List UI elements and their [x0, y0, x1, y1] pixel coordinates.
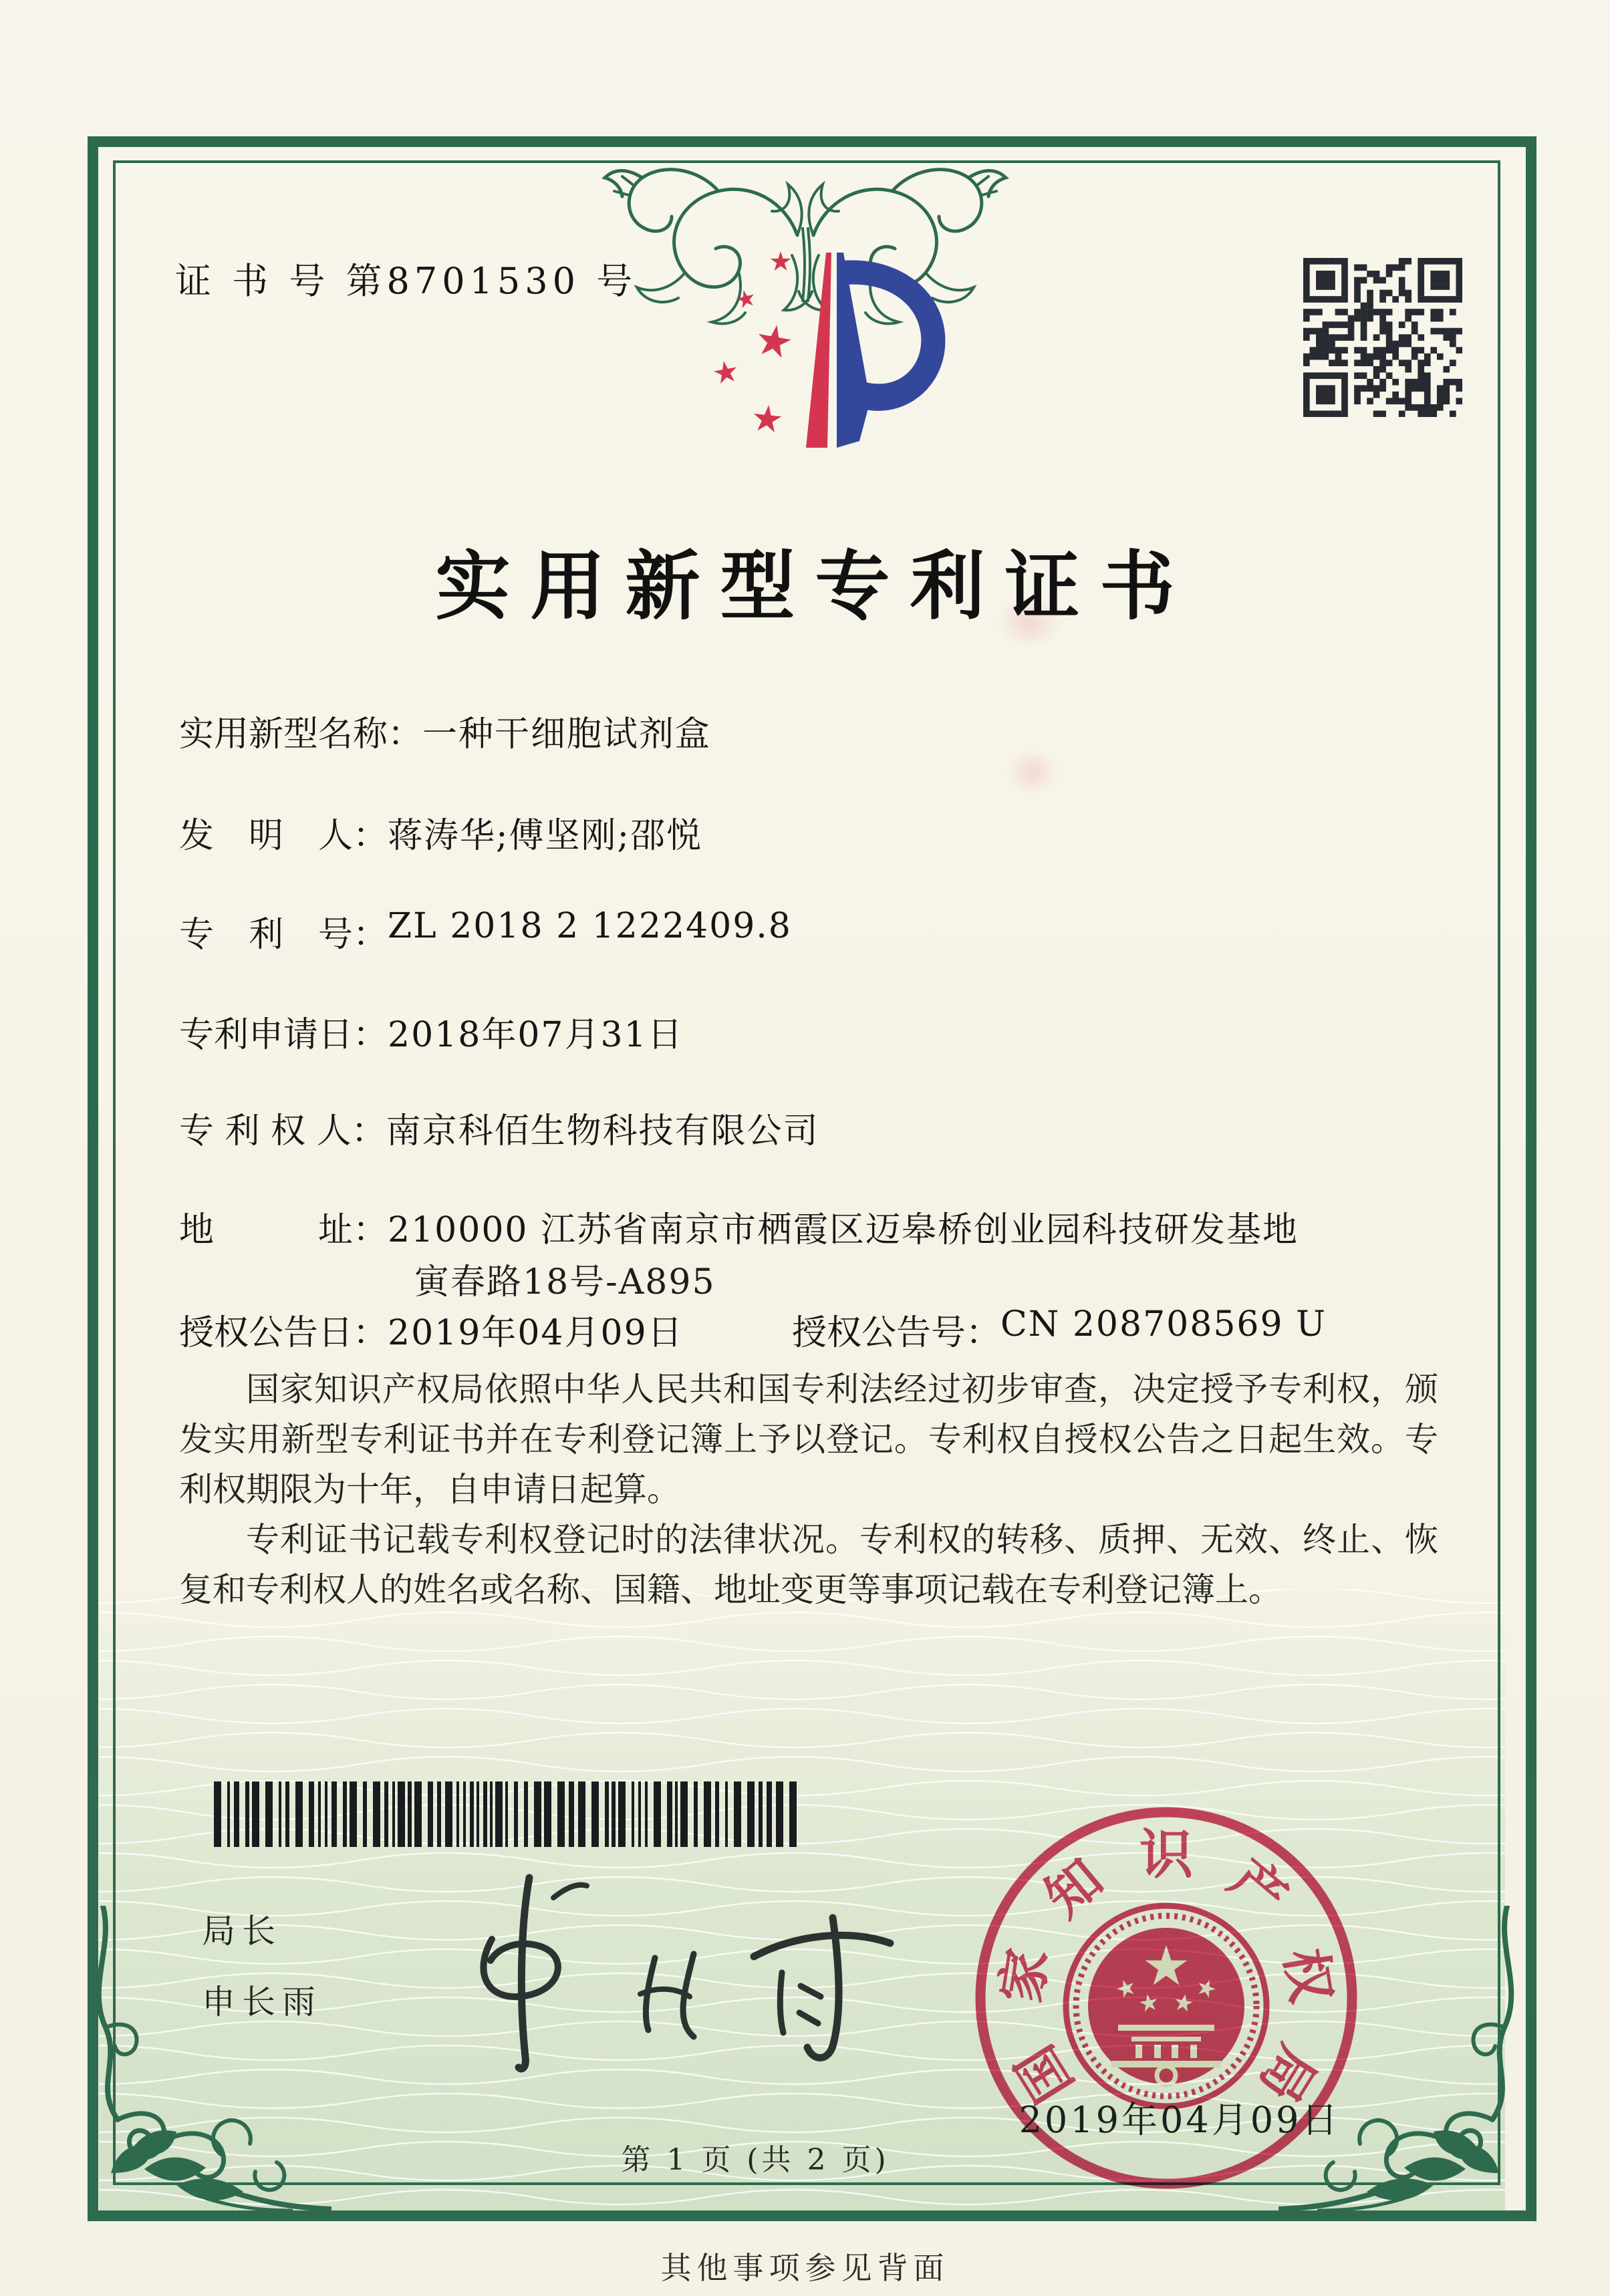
- field-row-filing-date: [179, 1006, 1456, 1056]
- field-value: ZL 2018 2 1222409.8: [388, 906, 792, 946]
- national-emblem-icon: [1066, 1906, 1266, 2106]
- field-value: 2019年04月09日: [388, 1313, 684, 1353]
- director-title: 局长: [202, 1912, 282, 1951]
- seal-character: 产: [1218, 1846, 1300, 1930]
- field-value: CN 208708569 U: [1000, 1304, 1327, 1344]
- barcode: [214, 1781, 809, 1847]
- page-indicator: 第 1 页 (共 2 页): [621, 2143, 890, 2177]
- certificate-title: 实用新型专利证书: [435, 543, 1195, 630]
- field-label: 专利申请日：: [179, 1015, 388, 1055]
- field-value: 2018年07月31日: [388, 1015, 684, 1055]
- seal-character: 国: [1003, 2035, 1085, 2114]
- field-row-inventor: [179, 807, 1456, 857]
- field-label: 授权公告号：: [792, 1313, 1001, 1353]
- body-paragraph: 国家知识产权局依照中华人民共和国专利法经过初步审查，决定授予专利权，颁发实用新型专利证书并在专利登记簿上予以登记。专利权自授权公告之日起生效。专利权期限为十年，自申请日起算。: [179, 1370, 1438, 1509]
- legal-body-text: [179, 1365, 1438, 1615]
- seal-date: 2019年04月09日: [1019, 2099, 1341, 2141]
- grant-date-pair: [179, 1304, 684, 1354]
- field-label: 发 明 人：: [179, 816, 388, 856]
- scan-smudge: [1002, 755, 1063, 788]
- seal-character: 知: [1033, 1846, 1115, 1930]
- seal-character: 权: [1272, 1944, 1344, 2007]
- field-label: 专 利 权 人：: [179, 1111, 386, 1151]
- director-name: 申长雨: [202, 1983, 322, 2021]
- certificate-number: 证 书 号 第8701530 号: [175, 260, 638, 302]
- body-paragraph: 专利证书记载专利权登记时的法律状况。专利权的转移、质押、无效、终止、恢复和专利权人的姓名或名称、国籍、地址变更等事项记载在专利登记簿上。: [179, 1520, 1438, 1609]
- director-signature-icon: [428, 1858, 916, 2085]
- cnipa-logo-icon: [668, 241, 962, 468]
- back-note: 其他事项参见背面: [660, 2250, 950, 2286]
- field-label: 地 址：: [179, 1210, 388, 1250]
- field-value: 210000 江苏省南京市栖霞区迈皋桥创业园科技研发基地: [388, 1210, 1299, 1250]
- field-row-patentee: [179, 1103, 1456, 1153]
- grant-number-pair: [792, 1304, 1327, 1354]
- seal-character: 家: [988, 1944, 1060, 2007]
- field-value: 一种干细胞试剂盒: [422, 714, 712, 754]
- field-label: 实用新型名称：: [179, 714, 423, 754]
- field-value: 蒋涛华;傅坚刚;邵悦: [388, 816, 703, 856]
- field-row-grant: [179, 1304, 1456, 1351]
- field-value: 南京科佰生物科技有限公司: [386, 1111, 819, 1151]
- qr-code: [1303, 258, 1462, 417]
- field-row-patent-number: [179, 906, 1456, 956]
- field-value-address-line2: 寅春路18号-A895: [414, 1262, 716, 1302]
- field-label: 专 利 号：: [179, 915, 388, 955]
- field-row-utility-model-name: [179, 706, 1456, 756]
- field-label: 授权公告日：: [179, 1313, 388, 1353]
- field-row-address: [179, 1201, 1456, 1252]
- seal-character: 局: [1247, 2035, 1329, 2114]
- seal-character: 识: [1139, 1823, 1193, 1886]
